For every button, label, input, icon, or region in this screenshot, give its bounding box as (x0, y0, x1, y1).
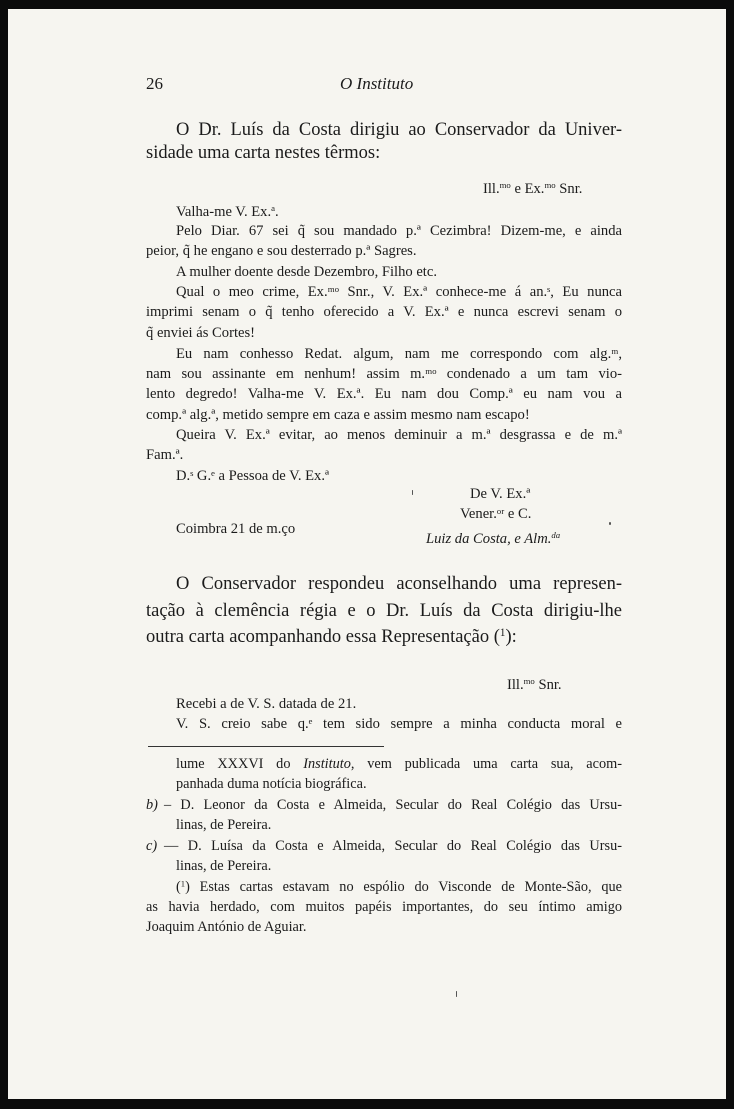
letter2-line: Recebi a de V. S. datada de 21. (176, 696, 357, 712)
letter2-salutation: Ill.$^{mo}$ Snr. (507, 676, 562, 693)
para2-line-2: tação à clemência régia e o Dr. Luís da Costa dirigiu-lhe (146, 601, 622, 621)
intro-line-2: sidade uma carta nestes têrmos: (146, 143, 381, 163)
footnote-b-line-2: linas, de Pereira. (176, 817, 272, 833)
letter1-line: lento degredo! Valha-me V. Ex.ª. Eu nam dou Comp.ª eu nam vou a (146, 386, 622, 402)
ink-speck (412, 490, 413, 495)
footnote-c-line-2: linas, de Pereira. (176, 858, 272, 874)
ink-speck (609, 522, 611, 525)
letter1-closing: De V. Ex.ª (470, 486, 531, 502)
letter1-line: Fam.ª. (146, 447, 184, 463)
intro-line-1: O Dr. Luís da Costa dirigiu ao Conservador da Univer- (176, 120, 622, 140)
para2-line-1: O Conservador respondeu aconselhando uma represen- (176, 574, 622, 594)
para2-line-3: outra carta acompanhando essa Representação ($^1$): (146, 626, 517, 647)
footnote-b-line-1: – D. Leonor da Costa e Almeida, Secular do Real Colégio das Ursu- (164, 797, 622, 813)
letter1-closing: Vener.ᵒʳ e C. (460, 506, 532, 522)
letter1-line: Queira V. Ex.ª evitar, ao menos deminuir a m.ª desgrassa e de m.ª (176, 427, 622, 443)
letter1-opening: Valha-me V. Ex.$^a$. (176, 203, 279, 220)
letter1-line: D.ˢ G.ᵉ a Pessoa de V. Ex.ª (176, 468, 330, 484)
letter1-line: nam sou assinante em nenhum! assim m.ᵐᵒ condenado a um tam vio- (146, 366, 622, 382)
footnote-rule (148, 746, 384, 747)
footnote-b-marker: b) (146, 797, 158, 813)
letter1-salutation: Ill.$^{mo}$ e Ex.$^{mo}$ Snr. (483, 180, 583, 197)
footnote-a-line-2: panhada duma notícia biográfica. (176, 776, 367, 792)
letter1-line: imprimi senam o q̃ tenho oferecido a V. Ex.ª e nunca escrevi senam o (146, 304, 622, 320)
letter1-line: peior, q̃ he engano e sou desterrado p.ª Sagres. (146, 243, 417, 259)
footnote-c-line-1: — D. Luísa da Costa e Almeida, Secular do Real Colégio das Ursu- (164, 838, 622, 854)
letter1-line: comp.ª alg.ª, metido sempre em caza e assim mesmo nam escapo! (146, 407, 530, 423)
letter1-line: Qual o meo crime, Ex.ᵐᵒ Snr., V. Ex.ª conhece-me á an.ˢ, Eu nunca (176, 284, 622, 300)
ink-speck (456, 991, 457, 997)
footnote-1-line-1: ($^1$) Estas cartas estavam no espólio do Visconde de Monte-São, que (176, 878, 622, 895)
letter2-line: V. S. creio sabe q.ᵉ tem sido sempre a minha conducta moral e (176, 716, 622, 732)
letter1-line: q̃ enviei ás Cortes! (146, 325, 256, 341)
footnote-1-line-3: Joaquim António de Aguiar. (146, 919, 307, 935)
letter1-place-date: Coimbra 21 de m.ço (176, 521, 296, 537)
letter1-line: Eu nam conhesso Redat. algum, nam me correspondo com alg.ᵐ, (176, 346, 622, 362)
footnote-a-line-1: lume XXXVI do Instituto, vem publicada uma carta sua, acom- (176, 756, 622, 772)
running-title: O Instituto (340, 74, 414, 93)
page-number: 26 (146, 74, 163, 93)
footnote-c-marker: c) (146, 838, 158, 854)
footnote-1-line-2: as havia herdado, com muitos papéis importantes, do seu íntimo amigo (146, 899, 622, 915)
letter1-signature: Luiz da Costa, e Alm.$^{da}$ (426, 530, 561, 547)
letter1-line: Pelo Diar. 67 sei q̃ sou mandado p.ª Cezimbra! Dizem-me, e ainda (176, 223, 622, 239)
letter1-line: A mulher doente desde Dezembro, Filho etc. (176, 264, 437, 280)
